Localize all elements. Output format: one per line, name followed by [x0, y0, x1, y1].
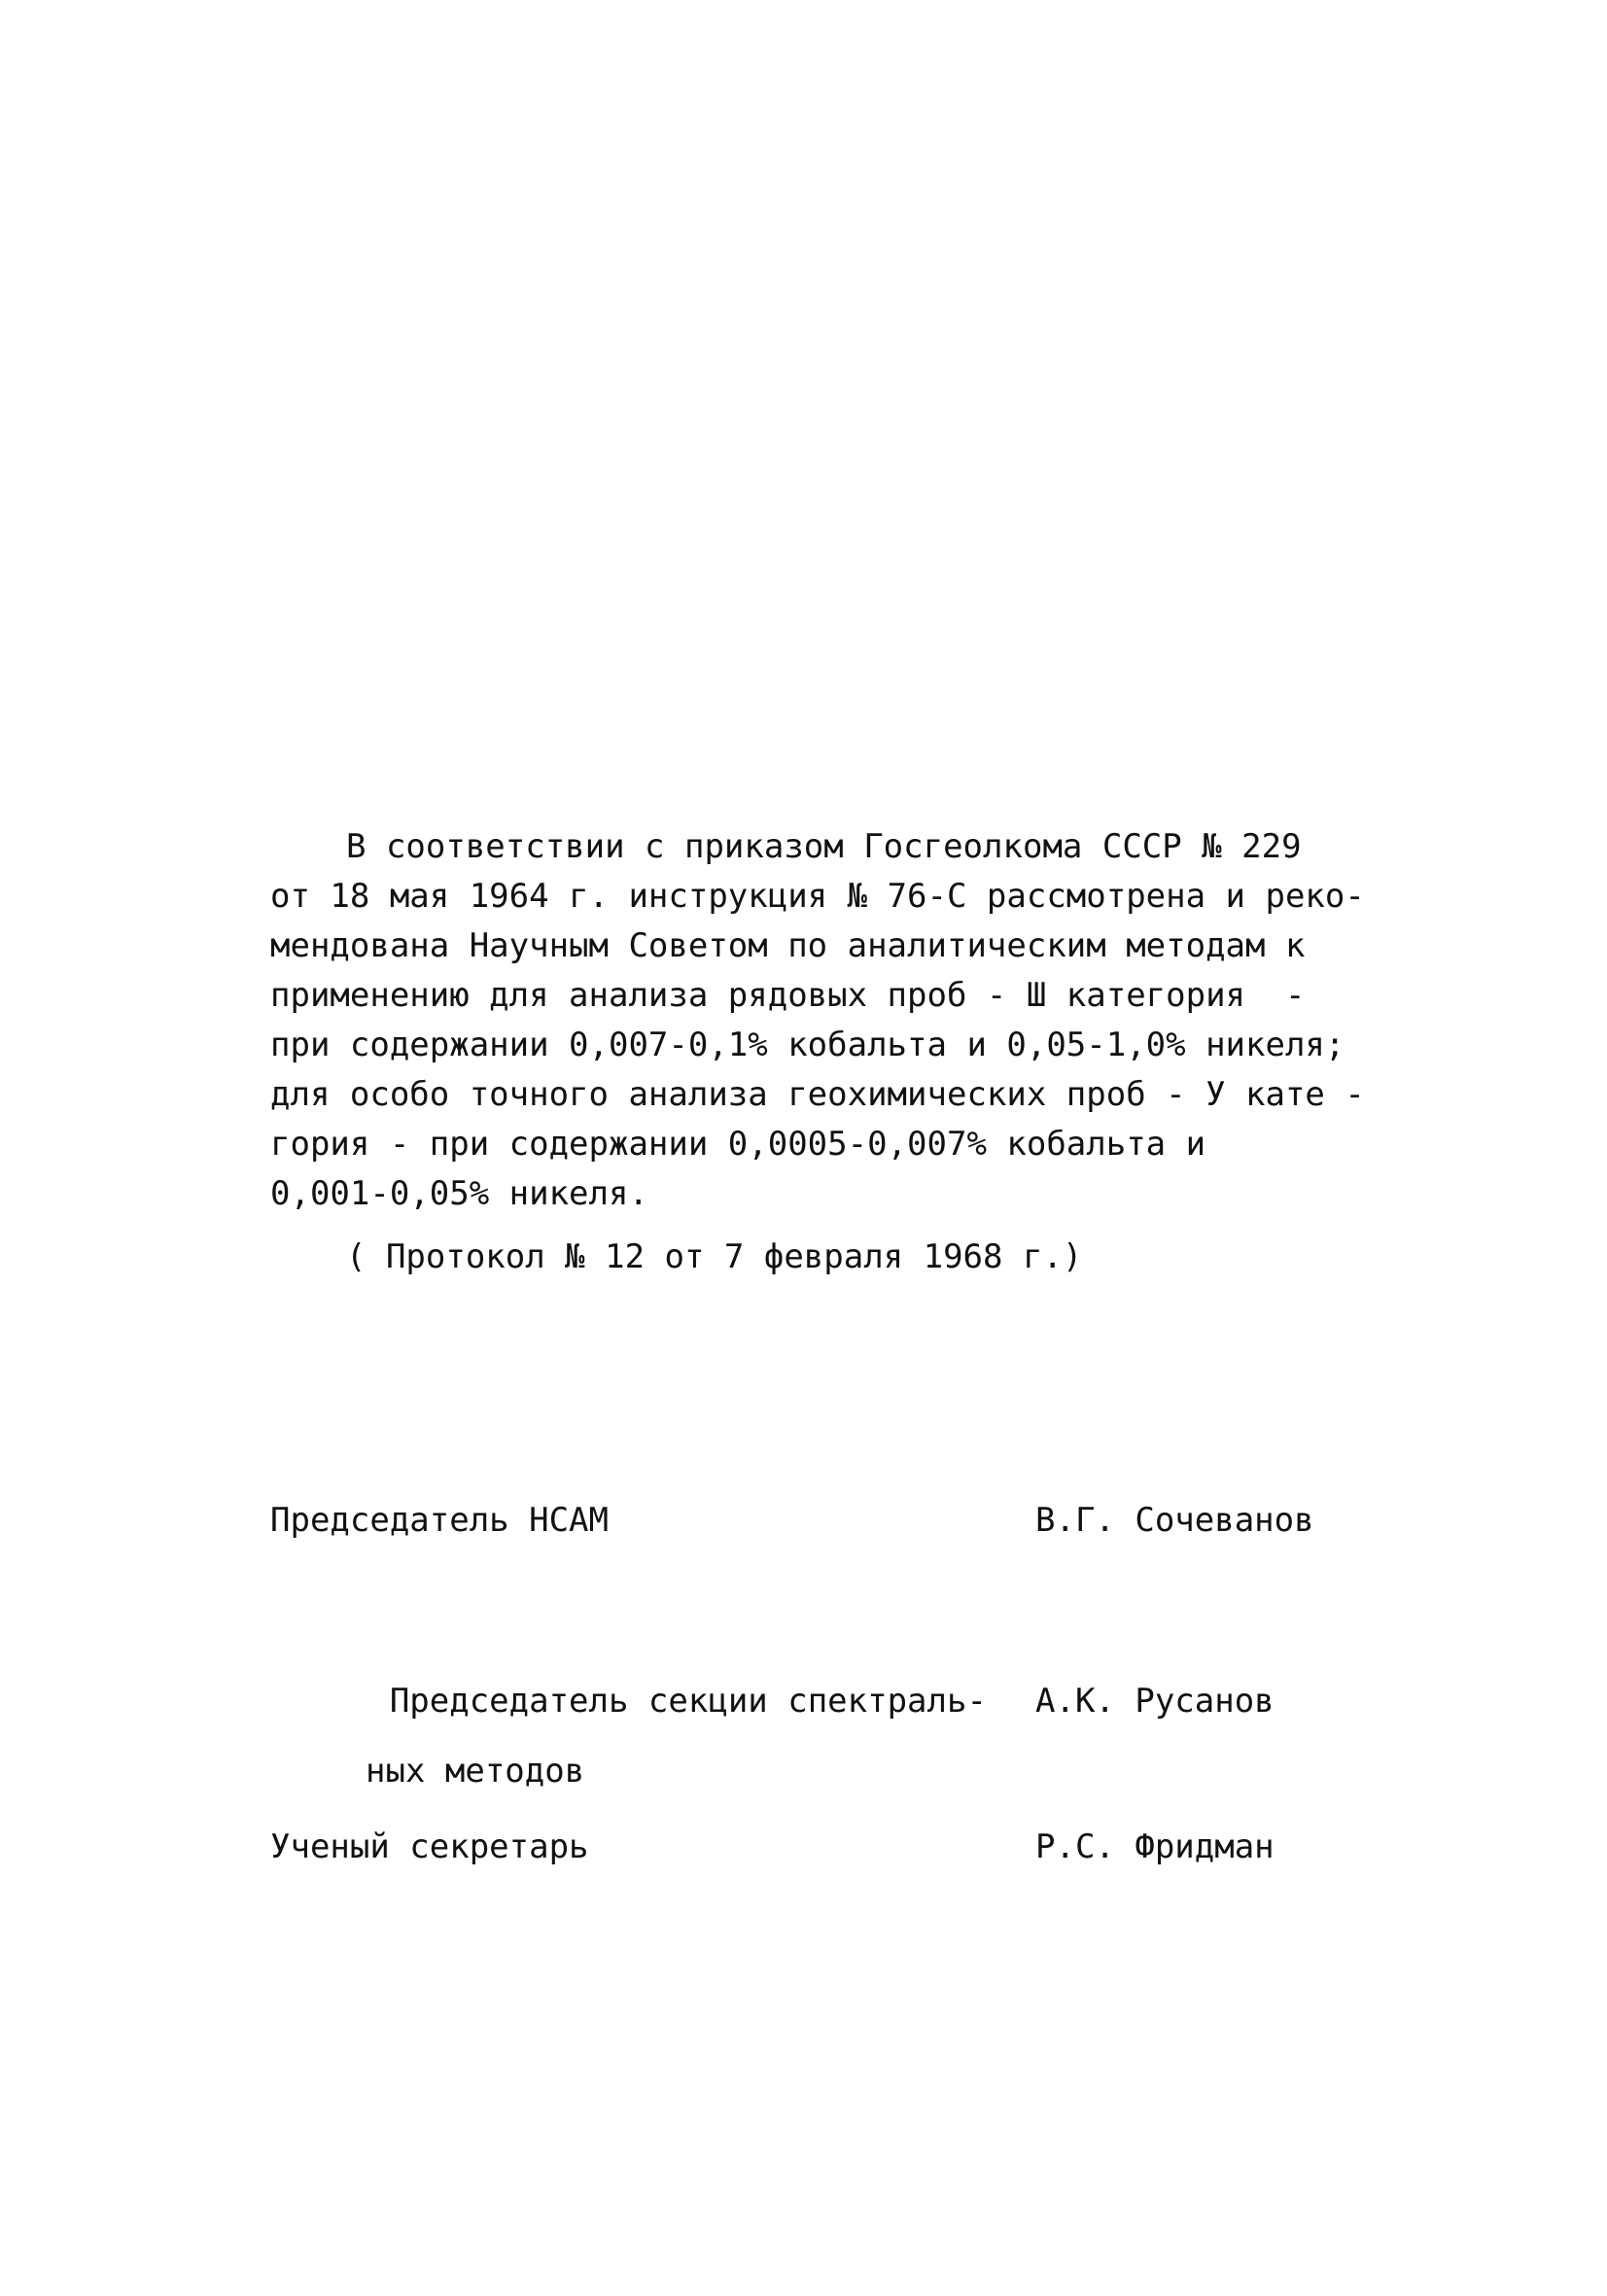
paragraph-line: мендована Научным Советом по аналитическим методам к	[270, 926, 1306, 965]
paragraph-line: применению для анализа рядовых проб - Ш категория -	[270, 976, 1306, 1015]
paragraph-line: 0,001-0,05% никеля.	[270, 1174, 648, 1213]
signature-role: Председатель НСАМ	[270, 1501, 609, 1540]
protocol-reference: ( Протокол № 12 от 7 февраля 1968 г.)	[346, 1237, 1083, 1276]
paragraph-line: для особо точного анализа геохимических проб - У кате -	[270, 1075, 1365, 1114]
signature-role-continuation: ных методов	[366, 1752, 585, 1791]
paragraph-line: при содержании 0,007-0,1% кобальта и 0,05-1,0% никеля;	[270, 1026, 1345, 1064]
paragraph-line: от 18 мая 1964 г. инструкция № 76-С рассмотрена и реко-	[270, 877, 1365, 916]
signature-name: В.Г. Сочеванов	[1035, 1501, 1314, 1540]
paragraph-line: В соответствии с приказом Госгеолкома СССР № 229	[346, 827, 1302, 866]
paragraph-line: гория - при содержании 0,0005-0,007% кобальта и	[270, 1125, 1206, 1164]
signature-name: А.К. Русанов	[1035, 1682, 1275, 1721]
signature-role: Председатель секции спектраль-	[389, 1682, 987, 1721]
approval-paragraph	[270, 822, 1388, 1219]
signature-name: Р.С. Фридман	[1035, 1827, 1275, 1866]
signature-role: Ученый секретарь	[270, 1827, 589, 1866]
